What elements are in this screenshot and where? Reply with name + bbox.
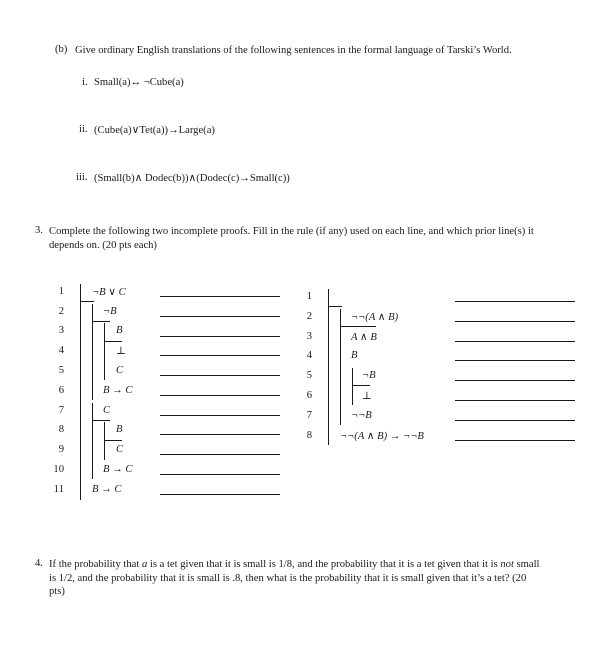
premise-bar: [328, 306, 342, 307]
item-i-text: Small(a)↔ ¬Cube(a): [94, 77, 184, 88]
formula: B → C: [103, 385, 133, 396]
q4-text-part: If the probability that: [49, 559, 142, 570]
rule-blank[interactable]: [160, 395, 280, 396]
formula: ¬B: [362, 370, 376, 381]
item-iii-label: iii.: [76, 172, 88, 183]
formula: ¬¬B: [351, 410, 372, 421]
line-number: 2: [58, 306, 64, 317]
rule-blank[interactable]: [455, 400, 575, 401]
line-number: 5: [306, 370, 312, 381]
rule-blank[interactable]: [455, 321, 575, 322]
formula: A ∧ B: [351, 332, 377, 343]
formula: B → C: [103, 464, 133, 475]
rule-blank[interactable]: [455, 301, 575, 302]
subproof-line: [92, 403, 93, 479]
formula: ¬B ∨ C: [92, 287, 126, 298]
formula: C: [116, 365, 124, 376]
line-number: 3: [58, 325, 64, 336]
line-number: 1: [58, 286, 64, 297]
rule-blank[interactable]: [455, 440, 575, 441]
rule-blank[interactable]: [160, 375, 280, 376]
line-number: 7: [306, 410, 312, 421]
item-i-label: i.: [82, 77, 88, 88]
line-number: 1: [306, 291, 312, 302]
q3-text: Complete the following two incomplete proofs. Fill in the rule (if any) used on each line, and which prior line(s) it depends on. (20 pts each): [49, 226, 534, 251]
formula: B: [116, 424, 123, 435]
subproof-line: [104, 323, 105, 380]
item-iii-text: (Small(b)∧ Dodec(b))∧(Dodec(c)→Small(c)): [94, 173, 290, 184]
line-number: 6: [58, 385, 64, 396]
formula: C: [116, 444, 124, 455]
line-number: 7: [58, 405, 64, 416]
rule-blank[interactable]: [160, 474, 280, 475]
formula: ¬¬(A ∧ B) → ¬¬B: [340, 431, 424, 442]
scope-line: [80, 284, 81, 500]
assumption-bar: [104, 341, 122, 342]
part-b-label: (b): [55, 44, 68, 55]
formula: ¬¬(A ∧ B): [351, 312, 399, 323]
assumption-bar: [92, 321, 110, 322]
formula: B → C: [92, 484, 122, 495]
q4-text-part: is a tet given that it is small is 1/8, and the probability that it is a tet given that it is: [147, 559, 501, 570]
premise-bar: [80, 301, 94, 302]
rule-blank[interactable]: [455, 341, 575, 342]
line-number: 9: [58, 444, 64, 455]
scope-line: [328, 289, 329, 445]
rule-blank[interactable]: [160, 355, 280, 356]
formula: C: [103, 405, 111, 416]
q4-text-part: small is 1/2, and the probability that it is small is .8, then what is the probability that it is small given that it’s a tet? (20 pts): [49, 559, 540, 597]
line-number: 4: [306, 350, 312, 361]
q4-variable: a: [141, 559, 148, 570]
formula: ¬B: [103, 306, 117, 317]
assumption-bar: [352, 385, 370, 386]
rule-blank[interactable]: [455, 420, 575, 421]
line-number: 5: [58, 365, 64, 376]
q3-number: 3.: [35, 225, 43, 236]
line-number: 8: [306, 430, 312, 441]
q4-text: [49, 558, 543, 599]
line-number: 4: [58, 345, 64, 356]
line-number: 3: [306, 331, 312, 342]
q4-emphasis: not: [500, 559, 514, 570]
assumption-bar: [92, 420, 110, 421]
formula: ⊥: [362, 391, 372, 402]
rule-blank[interactable]: [160, 296, 280, 297]
formula: ⊥: [116, 346, 126, 357]
rule-blank[interactable]: [455, 380, 575, 381]
line-number: 10: [53, 464, 64, 475]
line-number: 8: [58, 424, 64, 435]
rule-blank[interactable]: [160, 336, 280, 337]
line-number: 6: [306, 390, 312, 401]
q4-number: 4.: [35, 558, 43, 569]
part-b-intro: Give ordinary English translations of the following sentences in the formal language of Tarski’s World.: [75, 45, 512, 56]
formula: B: [116, 325, 123, 336]
assumption-bar: [340, 326, 376, 327]
rule-blank[interactable]: [160, 434, 280, 435]
rule-blank[interactable]: [160, 454, 280, 455]
assumption-bar: [104, 440, 122, 441]
item-ii-text: (Cube(a)∨Tet(a))→Large(a): [94, 125, 215, 136]
rule-blank[interactable]: [160, 494, 280, 495]
rule-blank[interactable]: [455, 360, 575, 361]
item-ii-label: ii.: [79, 124, 88, 135]
line-number: 11: [53, 484, 64, 495]
subproof-line: [352, 368, 353, 405]
rule-blank[interactable]: [160, 415, 280, 416]
subproof-line: [104, 422, 105, 460]
line-number: 2: [306, 311, 312, 322]
formula: B: [351, 350, 358, 361]
subproof-line: [92, 304, 93, 400]
rule-blank[interactable]: [160, 316, 280, 317]
